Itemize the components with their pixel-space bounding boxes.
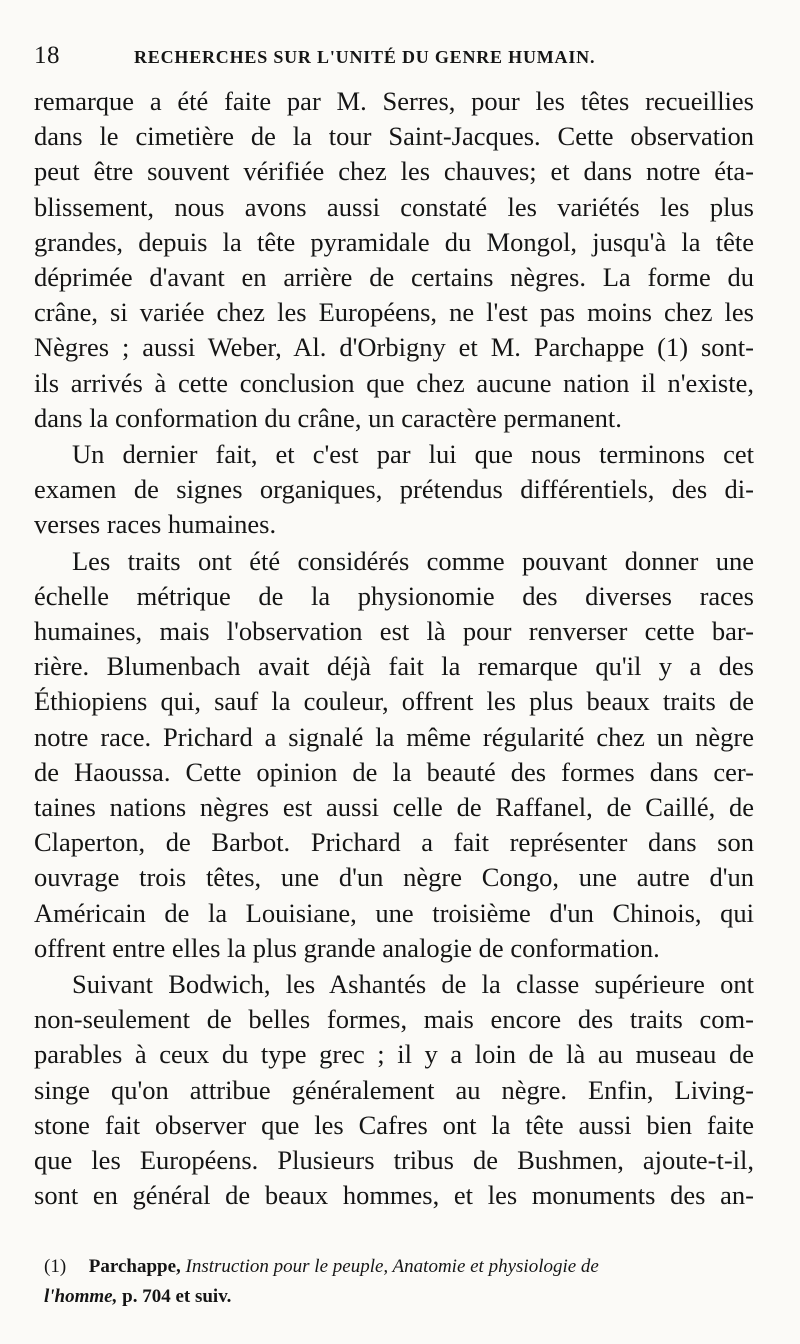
- body-text: [34, 84, 754, 1214]
- text-line: Nègres ; aussi Weber, Al. d'Orbigny et M. Parchappe (1) sont-: [34, 332, 754, 363]
- text-line: notre race. Prichard a signalé la même régularité chez un nègre: [34, 721, 754, 752]
- text-line: stone fait observer que les Cafres ont la tête aussi bien faite: [34, 1109, 754, 1140]
- paragraph-4: [34, 967, 754, 1213]
- footnote-ref: p. 704 et suiv.: [122, 1285, 232, 1307]
- footnote-author: Parchappe,: [88, 1255, 181, 1277]
- text-line: échelle métrique de la physionomie des diverses races: [34, 580, 754, 611]
- page-header: [34, 42, 754, 80]
- text-line: Un dernier fait, et c'est par lui que nous terminons cet: [72, 439, 754, 470]
- footnote-1: [34, 1252, 754, 1282]
- running-title: RECHERCHES SUR L'UNITÉ DU GENRE HUMAIN.: [134, 47, 596, 67]
- text-line: blissement, nous avons aussi constaté les variétés les plus: [34, 191, 754, 222]
- footnote-title: Instruction pour le peuple, Anatomie et physiologie de: [185, 1255, 599, 1277]
- text-line: Américain de la Louisiane, une troisième d'un Chinois, qui: [34, 897, 754, 928]
- text-line: Claperton, de Barbot. Prichard a fait représenter dans son: [34, 827, 754, 858]
- text-line: déprimée d'avant en arrière de certains nègres. La forme du: [34, 262, 754, 293]
- text-line: Éthiopiens qui, sauf la couleur, offrent les plus beaux traits de: [34, 686, 754, 717]
- text-line: Les traits ont été considérés comme pouvant donner une: [72, 545, 754, 576]
- text-line: dans la conformation du crâne, un caractère permanent.: [34, 402, 622, 433]
- text-line: humaines, mais l'observation est là pour renverser cette bar-: [34, 616, 754, 647]
- text-line: verses races humaines.: [34, 509, 277, 540]
- paragraph-2: [34, 437, 754, 543]
- text-line: de Haoussa. Cette opinion de la beauté des formes dans cer-: [34, 756, 754, 787]
- text-line: ouvrage trois têtes, une d'un nègre Congo, une autre d'un: [34, 862, 754, 893]
- paragraph-3: [34, 544, 754, 966]
- paragraph-1: [34, 84, 754, 436]
- text-line: dans le cimetière de la tour Saint-Jacques. Cette observation: [34, 121, 754, 152]
- text-line: examen de signes organiques, prétendus différentiels, des di-: [34, 474, 754, 505]
- text-line: sont en général de beaux hommes, et les monuments des an-: [34, 1180, 754, 1211]
- footnotes: [34, 1252, 754, 1312]
- page-number: 18: [34, 42, 60, 69]
- text-line: parables à ceux du type grec ; il y a loin de là au museau de: [34, 1039, 754, 1070]
- text-line: crâne, si variée chez les Européens, ne l'est pas moins chez les: [34, 297, 754, 328]
- text-line: remarque a été faite par M. Serres, pour les têtes recueillies: [34, 86, 754, 116]
- text-line: que les Européens. Plusieurs tribus de Bushmen, ajoute-t-il,: [34, 1145, 754, 1176]
- text-line: rière. Blumenbach avait déjà fait la remarque qu'il y a des: [34, 651, 754, 682]
- text-line: grandes, depuis la tête pyramidale du Mongol, jusqu'à la tête: [34, 226, 754, 257]
- footnote-title-cont: l'homme,: [44, 1285, 118, 1307]
- text-line: non-seulement de belles formes, mais encore des traits com-: [34, 1004, 754, 1035]
- text-line: ils arrivés à cette conclusion que chez aucune nation il n'existe,: [34, 367, 754, 398]
- text-line: taines nations nègres est aussi celle de Raffanel, de Caillé, de: [34, 792, 754, 823]
- text-line: offrent entre elles la plus grande analogie de conformation.: [34, 932, 660, 963]
- footnote-marker: (1): [44, 1255, 67, 1277]
- text-line: Suivant Bodwich, les Ashantés de la classe supérieure ont: [72, 969, 754, 1000]
- text-line: peut être souvent vérifiée chez les chauves; et dans notre éta-: [34, 156, 754, 187]
- footnote-1-continued: [34, 1282, 754, 1312]
- text-line: singe qu'on attribue généralement au nègre. Enfin, Living-: [34, 1074, 754, 1105]
